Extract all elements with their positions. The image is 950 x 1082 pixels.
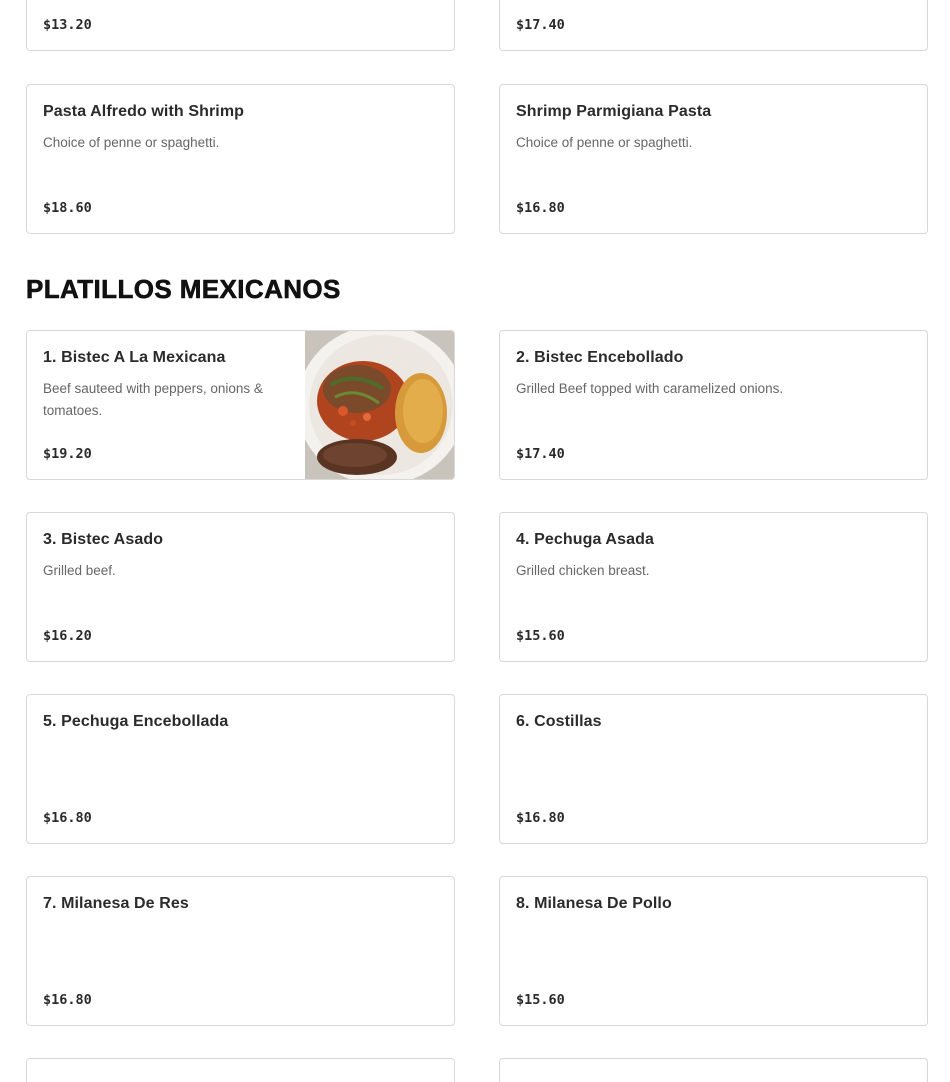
item-name: 3. Bistec Asado: [43, 531, 164, 548]
item-price: $19.20: [43, 446, 92, 462]
menu-item-card[interactable]: [499, 0, 928, 51]
menu-item-card[interactable]: [26, 512, 455, 662]
item-price: $18.60: [43, 200, 92, 216]
item-price: $17.40: [516, 17, 565, 33]
section-title: PLATILLOS MEXICANOS: [26, 274, 341, 304]
menu-item-card[interactable]: [26, 876, 455, 1026]
item-name: 1. Bistec A La Mexicana: [43, 349, 226, 366]
menu-item-card[interactable]: [26, 694, 455, 844]
menu-item-card[interactable]: [499, 876, 928, 1026]
menu-item-card[interactable]: [499, 84, 928, 234]
item-description: Grilled Beef topped with caramelized onions.: [516, 381, 784, 396]
item-price: $16.20: [43, 628, 92, 644]
item-price: $16.80: [516, 200, 565, 216]
item-price: $16.80: [43, 992, 92, 1008]
menu-item-card[interactable]: [26, 1058, 455, 1082]
item-name: 8. Milanesa De Pollo: [516, 895, 672, 912]
item-price: $17.40: [516, 446, 565, 462]
item-name: Shrimp Parmigiana Pasta: [516, 103, 712, 120]
item-price: $16.80: [43, 810, 92, 826]
item-description: Choice of penne or spaghetti.: [43, 135, 220, 150]
item-description: Grilled chicken breast.: [516, 563, 650, 578]
menu-item-card[interactable]: [26, 84, 455, 234]
item-name: 4. Pechuga Asada: [516, 531, 654, 548]
menu-item-card[interactable]: [499, 1058, 928, 1082]
item-name: Pasta Alfredo with Shrimp: [43, 103, 245, 120]
item-description: Grilled beef.: [43, 563, 116, 578]
item-name: 7. Milanesa De Res: [43, 895, 189, 912]
item-price: $16.80: [516, 810, 565, 826]
item-description: Beef sauteed with peppers, onions & tomatoes.: [43, 381, 263, 418]
item-price: $15.60: [516, 628, 565, 644]
menu-item-card[interactable]: [499, 694, 928, 844]
menu-item-card[interactable]: [499, 512, 928, 662]
menu-item-card[interactable]: [499, 330, 928, 480]
item-name: 5. Pechuga Encebollada: [43, 713, 229, 730]
item-photo: [305, 331, 454, 479]
item-price: $15.60: [516, 992, 565, 1008]
food-plate-image: [305, 331, 454, 479]
menu-item-card[interactable]: [26, 0, 455, 51]
item-description: Choice of penne or spaghetti.: [516, 135, 693, 150]
menu-item-card[interactable]: [26, 330, 455, 480]
item-name: 2. Bistec Encebollado: [516, 349, 684, 366]
item-price: $13.20: [43, 17, 92, 33]
item-name: 6. Costillas: [516, 713, 602, 730]
